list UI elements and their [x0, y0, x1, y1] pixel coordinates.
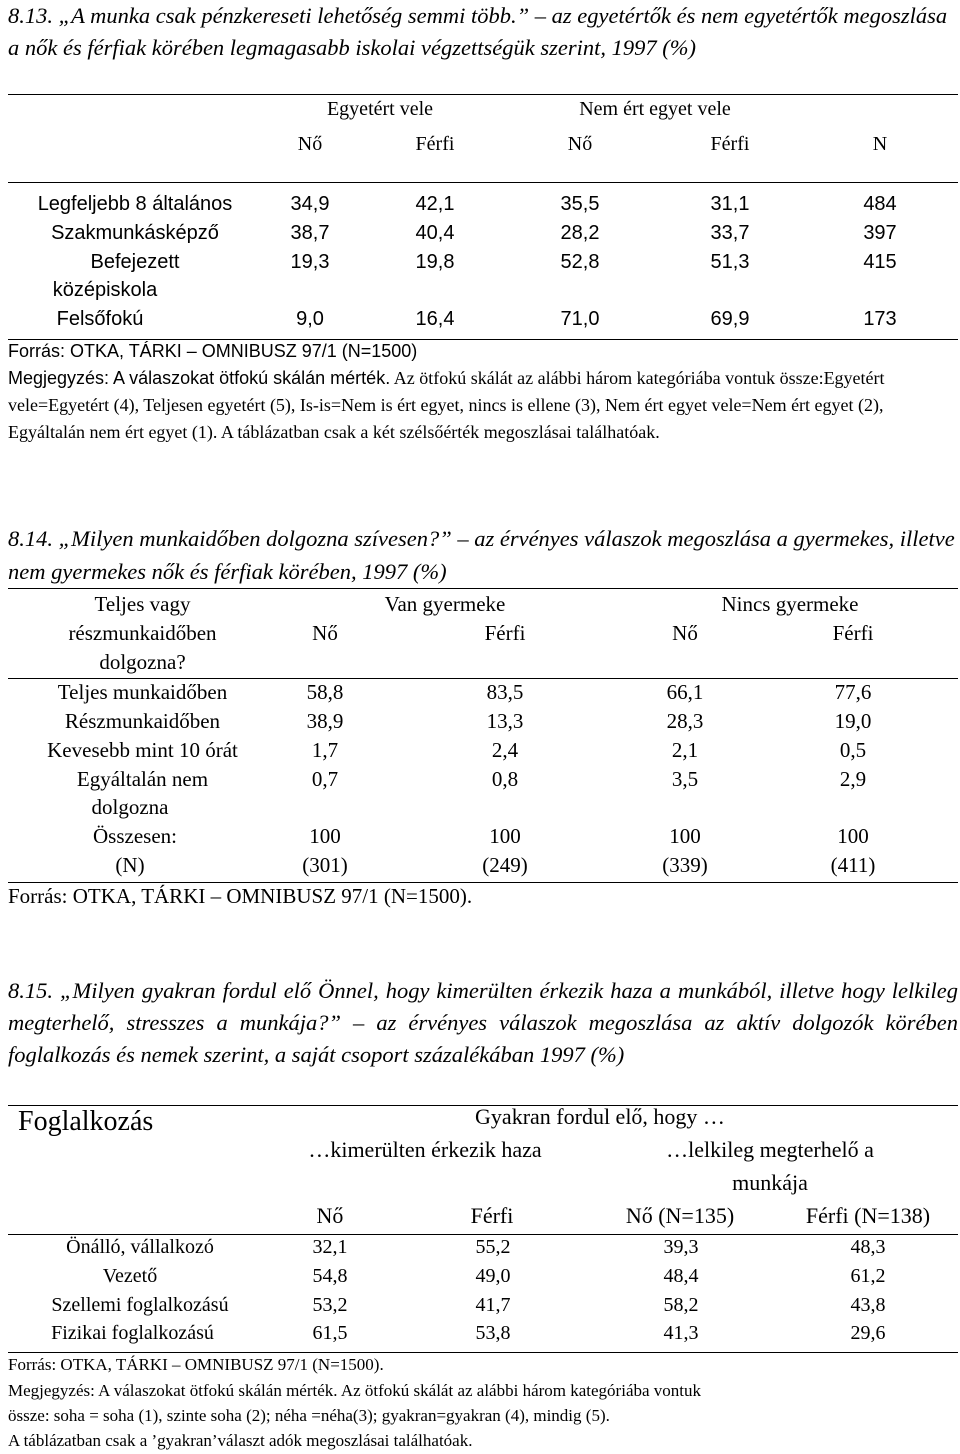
footnote: Megjegyzés: A válaszokat ötfokú skálán mérték. Az ötfokú skálát az alábbi három kategóriába vontuk	[8, 1381, 702, 1400]
row-label-continued: középiskola	[52, 279, 158, 301]
row-label: Szellemi foglalkozású	[51, 1294, 229, 1316]
cell: 32,1	[312, 1236, 348, 1258]
divider	[8, 94, 958, 95]
cell: 34,9	[290, 193, 330, 215]
cell: 43,8	[850, 1294, 886, 1316]
column-group-agree: Egyetért vele	[326, 98, 434, 120]
row-label: Teljes munkaidőben	[57, 680, 228, 704]
cell: 33,7	[710, 222, 750, 244]
cell: 49,0	[475, 1265, 511, 1287]
cell: 0,5	[839, 738, 867, 762]
source-note: Forrás: OTKA, TÁRKI – OMNIBUSZ 97/1 (N=1500).	[8, 1355, 384, 1374]
column-group-van-gyermeke: Van gyermeke	[384, 592, 506, 616]
cell: 415	[863, 251, 897, 273]
footnote-label: Megjegyzés: A válaszokat ötfokú skálán mérték.	[8, 368, 391, 388]
row-label: Szakmunkásképző	[51, 222, 219, 244]
cell: 48,3	[850, 1236, 886, 1258]
column-header-n: N	[872, 133, 888, 155]
cell: (411)	[830, 853, 876, 877]
row-label: (N)	[115, 853, 145, 877]
cell: 55,2	[475, 1236, 511, 1258]
row-label: Összesen:	[93, 824, 177, 848]
cell: 52,8	[560, 251, 600, 273]
row-header: Foglalkozás	[18, 1106, 154, 1137]
cell: (339)	[662, 853, 708, 877]
column-header-no: Nő	[316, 1203, 344, 1228]
column-subgroup-header: …kimerülten érkezik haza	[308, 1137, 542, 1162]
divider	[8, 588, 958, 589]
column-header-no: Nő	[672, 621, 698, 645]
row-label: Felsőfokú	[56, 308, 144, 330]
cell: 51,3	[710, 251, 750, 273]
cell: 16,4	[415, 308, 455, 330]
cell: 58,8	[306, 680, 344, 704]
column-header-ferfi: Férfi	[470, 1203, 514, 1228]
table-title: 8.13. „A munka csak pénzkereseti lehetőség semmi több.” – az egyetértők és nem egyetértők megoszlása a nők és férfiak körében legmagasabb iskolai végzettségük szerint, 1997 (%)	[8, 3, 948, 60]
row-header: dolgozna?	[99, 650, 186, 674]
source-note: Forrás: OTKA, TÁRKI – OMNIBUSZ 97/1 (N=1500).	[8, 884, 473, 908]
row-header: Teljes vagy	[94, 592, 191, 616]
divider	[8, 339, 958, 340]
divider	[8, 1234, 958, 1235]
row-label: Részmunkaidőben	[64, 709, 221, 733]
cell: 54,8	[312, 1265, 348, 1287]
cell: 484	[863, 193, 897, 215]
column-header-no: Nő	[297, 133, 323, 155]
cell: 1,7	[311, 738, 339, 762]
column-subgroup-header: munkája	[732, 1170, 808, 1195]
cell: 3,5	[671, 767, 699, 791]
cell: 19,8	[415, 251, 455, 273]
cell: (301)	[302, 853, 348, 877]
footnote	[8, 365, 958, 446]
column-header-ferfi: Férfi	[710, 133, 750, 155]
row-label: Kevesebb mint 10 órát	[47, 738, 238, 762]
cell: 0,8	[491, 767, 519, 791]
cell: 83,5	[486, 680, 524, 704]
column-header-ferfi: Férfi	[484, 621, 526, 645]
column-header-no: Nő	[312, 621, 338, 645]
row-label: Befejezett	[90, 251, 180, 273]
cell: 173	[863, 308, 897, 330]
cell: 58,2	[663, 1294, 699, 1316]
cell: 53,8	[475, 1322, 511, 1344]
cell: 38,7	[290, 222, 330, 244]
divider	[8, 678, 958, 679]
column-header-ferfi: Férfi	[832, 621, 874, 645]
cell: 40,4	[415, 222, 455, 244]
cell: 77,6	[834, 680, 872, 704]
cell: 2,9	[839, 767, 867, 791]
cell: 0,7	[311, 767, 339, 791]
row-label: Önálló, vállalkozó	[66, 1236, 214, 1258]
footnote-text: Az ötfokú skálát az alábbi három kategóriába vontuk össze:Egyetért vele=Egyetért (4), Teljesen egyetért (5), Is-is=Nem is ért egyet, nincs is ellene (3), Nem ért egyet vele=Nem ért egyet (2), Egyáltalán nem ért egyet (1). A táblázatban csak a két szélsőérték megoszlásai találhatóak.	[8, 368, 885, 442]
row-label-continued: dolgozna	[91, 795, 169, 819]
divider	[8, 182, 958, 183]
cell: 42,1	[415, 193, 455, 215]
column-subgroup-header: …lelkileg megterhelő a	[666, 1137, 874, 1162]
cell: 28,2	[560, 222, 600, 244]
cell: 100	[309, 824, 341, 848]
cell: 71,0	[560, 308, 600, 330]
cell: 2,4	[491, 738, 519, 762]
cell: 100	[669, 824, 701, 848]
cell: 13,3	[486, 709, 524, 733]
column-header-no: Nő	[567, 133, 593, 155]
cell: 41,3	[663, 1322, 699, 1344]
table-title: 8.15. „Milyen gyakran fordul elő Önnel, hogy kimerülten érkezik haza a munkából, illetve hogy lelkileg megterhelő, stresszes a munkája?” – az érvényes válaszok megoszlása az aktív dolgozók körében foglalkozás és nemek szerint, a saját csoport százalékában 1997 (%)	[8, 978, 958, 1067]
cell: 53,2	[312, 1294, 348, 1316]
cell: 397	[863, 222, 897, 244]
column-header-no: Nő (N=135)	[625, 1203, 735, 1228]
row-header: részmunkaidőben	[68, 621, 217, 645]
source-note: Forrás: OTKA, TÁRKI – OMNIBUSZ 97/1 (N=1500)	[8, 341, 418, 361]
column-group-disagree: Nem ért egyet vele	[579, 98, 731, 120]
cell: 100	[837, 824, 869, 848]
cell: 29,6	[850, 1322, 886, 1344]
cell: 39,3	[663, 1236, 699, 1258]
column-group-nincs-gyermeke: Nincs gyermeke	[721, 592, 859, 616]
cell: 61,2	[850, 1265, 886, 1287]
row-label: Fizikai foglalkozású	[51, 1322, 214, 1344]
cell: (249)	[482, 853, 528, 877]
footnote: A táblázatban csak a ’gyakran’választ adók megoszlásai találhatóak.	[8, 1431, 473, 1450]
cell: 100	[489, 824, 521, 848]
row-label: Legfeljebb 8 általános	[37, 193, 233, 215]
cell: 28,3	[666, 709, 704, 733]
row-label: Vezető	[102, 1265, 158, 1287]
cell: 48,4	[663, 1265, 699, 1287]
cell: 19,3	[290, 251, 330, 273]
cell: 31,1	[710, 193, 750, 215]
column-group-header: Gyakran fordul elő, hogy …	[475, 1104, 725, 1129]
column-header-ferfi: Férfi (N=138)	[805, 1203, 931, 1228]
cell: 35,5	[560, 193, 600, 215]
cell: 61,5	[312, 1322, 348, 1344]
column-header-ferfi: Férfi	[415, 133, 455, 155]
row-label: Egyáltalán nem	[76, 767, 209, 791]
cell: 66,1	[666, 680, 704, 704]
cell: 69,9	[710, 308, 750, 330]
cell: 2,1	[671, 738, 699, 762]
table-title: 8.14. „Milyen munkaidőben dolgozna szívesen?” – az érvényes válaszok megoszlása a gyermekes, illetve nem gyermekes nők és férfiak körében, 1997 (%)	[8, 526, 955, 584]
cell: 38,9	[306, 709, 344, 733]
footnote: össze: soha = soha (1), szinte soha (2); néha =néha(3); gyakran=gyakran (4), mindig (5).	[8, 1406, 610, 1425]
cell: 41,7	[475, 1294, 511, 1316]
cell: 9,0	[296, 308, 324, 330]
divider	[8, 882, 958, 883]
cell: 19,0	[834, 709, 872, 733]
